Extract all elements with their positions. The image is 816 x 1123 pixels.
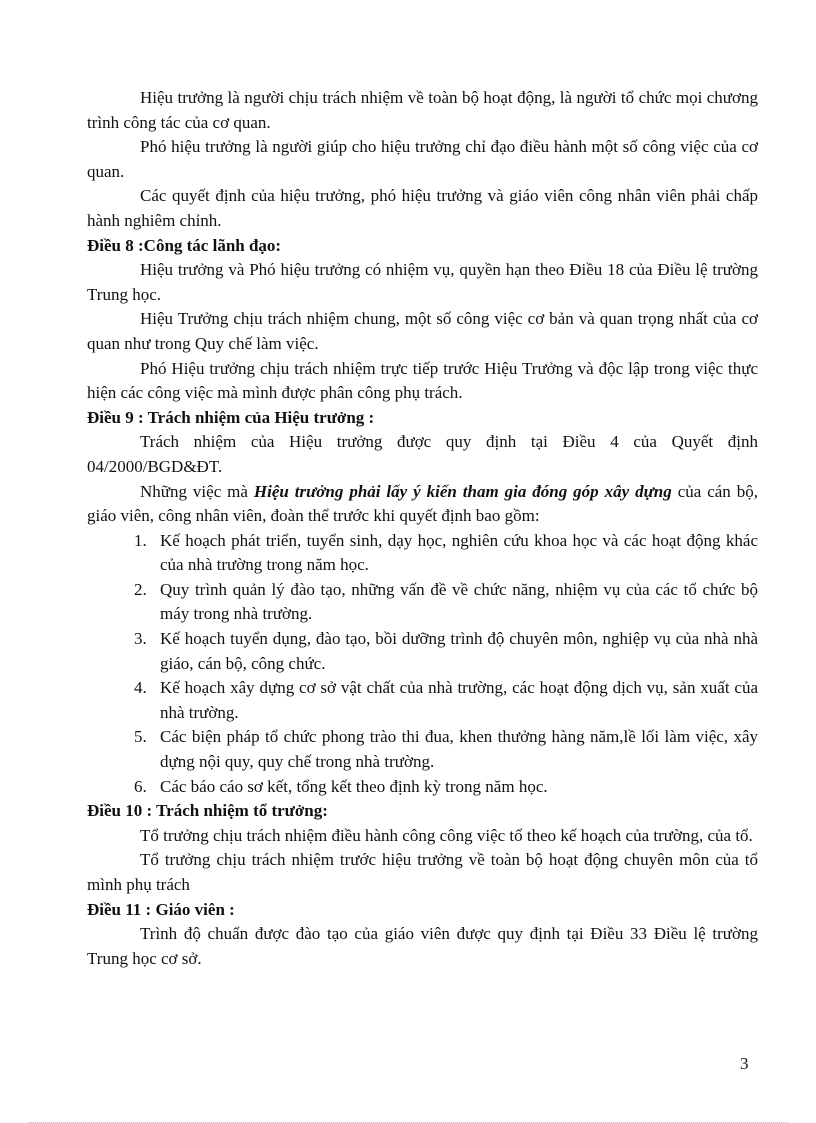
list-item-text: Các biện pháp tổ chức phong trào thi đua, khen thưởng hàng năm,lề lối làm việc, xây dựng nội quy, quy chế trong nhà trường.	[160, 727, 758, 772]
list-item-number: 5.	[134, 727, 147, 747]
list-item-number: 3.	[134, 629, 147, 649]
heading-article-9: Điều 9 : Trách nhiệm của Hiệu trưởng :	[87, 407, 375, 427]
list-item	[87, 775, 758, 800]
numbered-list	[87, 529, 758, 800]
list-item-number: 1.	[134, 530, 147, 550]
paragraph-article-9-2-start: Những việc mà	[140, 481, 254, 501]
list-item-text: Các báo cáo sơ kết, tổng kết theo định kỳ trong năm học.	[160, 776, 548, 796]
document-body	[87, 86, 758, 971]
paragraph-article-8-2: Hiệu Trưởng chịu trách nhiệm chung, một số công việc cơ bản và quan trọng nhất của cơ quan như trong Quy chế làm việc.	[87, 309, 758, 353]
heading-article-10: Điều 10 : Trách nhiệm tổ trưởng:	[87, 801, 328, 821]
list-item	[87, 627, 758, 676]
heading-article-11: Điều 11 : Giáo viên :	[87, 899, 235, 919]
list-item-number: 6.	[134, 776, 147, 796]
list-item-text: Kế hoạch phát triển, tuyển sinh, dạy học, nghiên cứu khoa học và các hoạt động khác của nhà trường trong năm học.	[160, 530, 758, 575]
list-item	[87, 529, 758, 578]
paragraph-article-8-3: Phó Hiệu trưởng chịu trách nhiệm trực tiếp trước Hiệu Trưởng và độc lập trong việc thực hiện các công việc mà mình được phân công phụ trách.	[87, 358, 758, 403]
paragraph-article-9-1: Trách nhiệm của Hiệu trưởng được quy định tại Điều 4 của Quyết định 04/2000/BGD&ĐT.	[87, 432, 758, 476]
list-item-text: Kế hoạch xây dựng cơ sở vật chất của nhà trường, các hoạt động dịch vụ, sản xuất của nhà trường.	[160, 678, 758, 722]
paragraph-article-11-1: Trình độ chuẩn được đào tạo của giáo viên được quy định tại Điều 33 Điều lệ trường Trung học cơ sở.	[87, 924, 758, 968]
list-item-text: Quy trình quản lý đào tạo, những vấn đề về chức năng, nhiệm vụ của các tổ chức bộ máy trong nhà trường.	[160, 579, 758, 624]
list-item-text: Kế hoạch tuyển dụng, đào tạo, bồi dưỡng trình độ chuyên môn, nghiệp vụ của nhà nhà giáo, cán bộ, công chức.	[160, 629, 758, 673]
paragraph-article-10-2: Tổ trưởng chịu trách nhiệm trước hiệu trưởng về toàn bộ hoạt động chuyên môn của tổ mình phụ trách	[87, 850, 758, 894]
paragraph-decisions: Các quyết định của hiệu trưởng, phó hiệu trưởng và giáo viên công nhân viên phải chấp hành nghiêm chỉnh.	[87, 186, 758, 230]
paragraph-article-10-1: Tổ trưởng chịu trách nhiệm điều hành công công việc tổ theo kế hoạch của trường, của tổ.	[140, 825, 753, 845]
paragraph-vice-principal-role: Phó hiệu trưởng là người giúp cho hiệu trưởng chỉ đạo điều hành một số công việc của cơ quan.	[87, 137, 758, 181]
list-item-number: 4.	[134, 678, 147, 698]
list-item-number: 2.	[134, 579, 147, 599]
page-number: 3	[740, 1054, 749, 1073]
paragraph-article-9-2-end: của cán bộ, giáo viên, công nhân viên, đoàn thể trước khi quyết định bao gồm:	[87, 481, 758, 526]
heading-article-8: Điều 8 :Công tác lãnh đạo:	[87, 235, 282, 255]
list-item	[87, 725, 758, 774]
list-item	[87, 676, 758, 725]
paragraph-article-8-1: Hiệu trưởng và Phó hiệu trưởng có nhiệm vụ, quyền hạn theo Điều 18 của Điều lệ trường Trung học.	[87, 260, 758, 304]
paragraph-principal-role: Hiệu trưởng là người chịu trách nhiệm về toàn bộ hoạt động, là người tổ chức mọi chương trình công tác của cơ quan.	[87, 88, 758, 132]
paragraph-article-9-2	[87, 480, 758, 529]
paragraph-article-9-2-emphasis: Hiệu trưởng phải lấy ý kiến tham gia đóng góp xây dựng	[253, 481, 672, 501]
list-item	[87, 578, 758, 627]
